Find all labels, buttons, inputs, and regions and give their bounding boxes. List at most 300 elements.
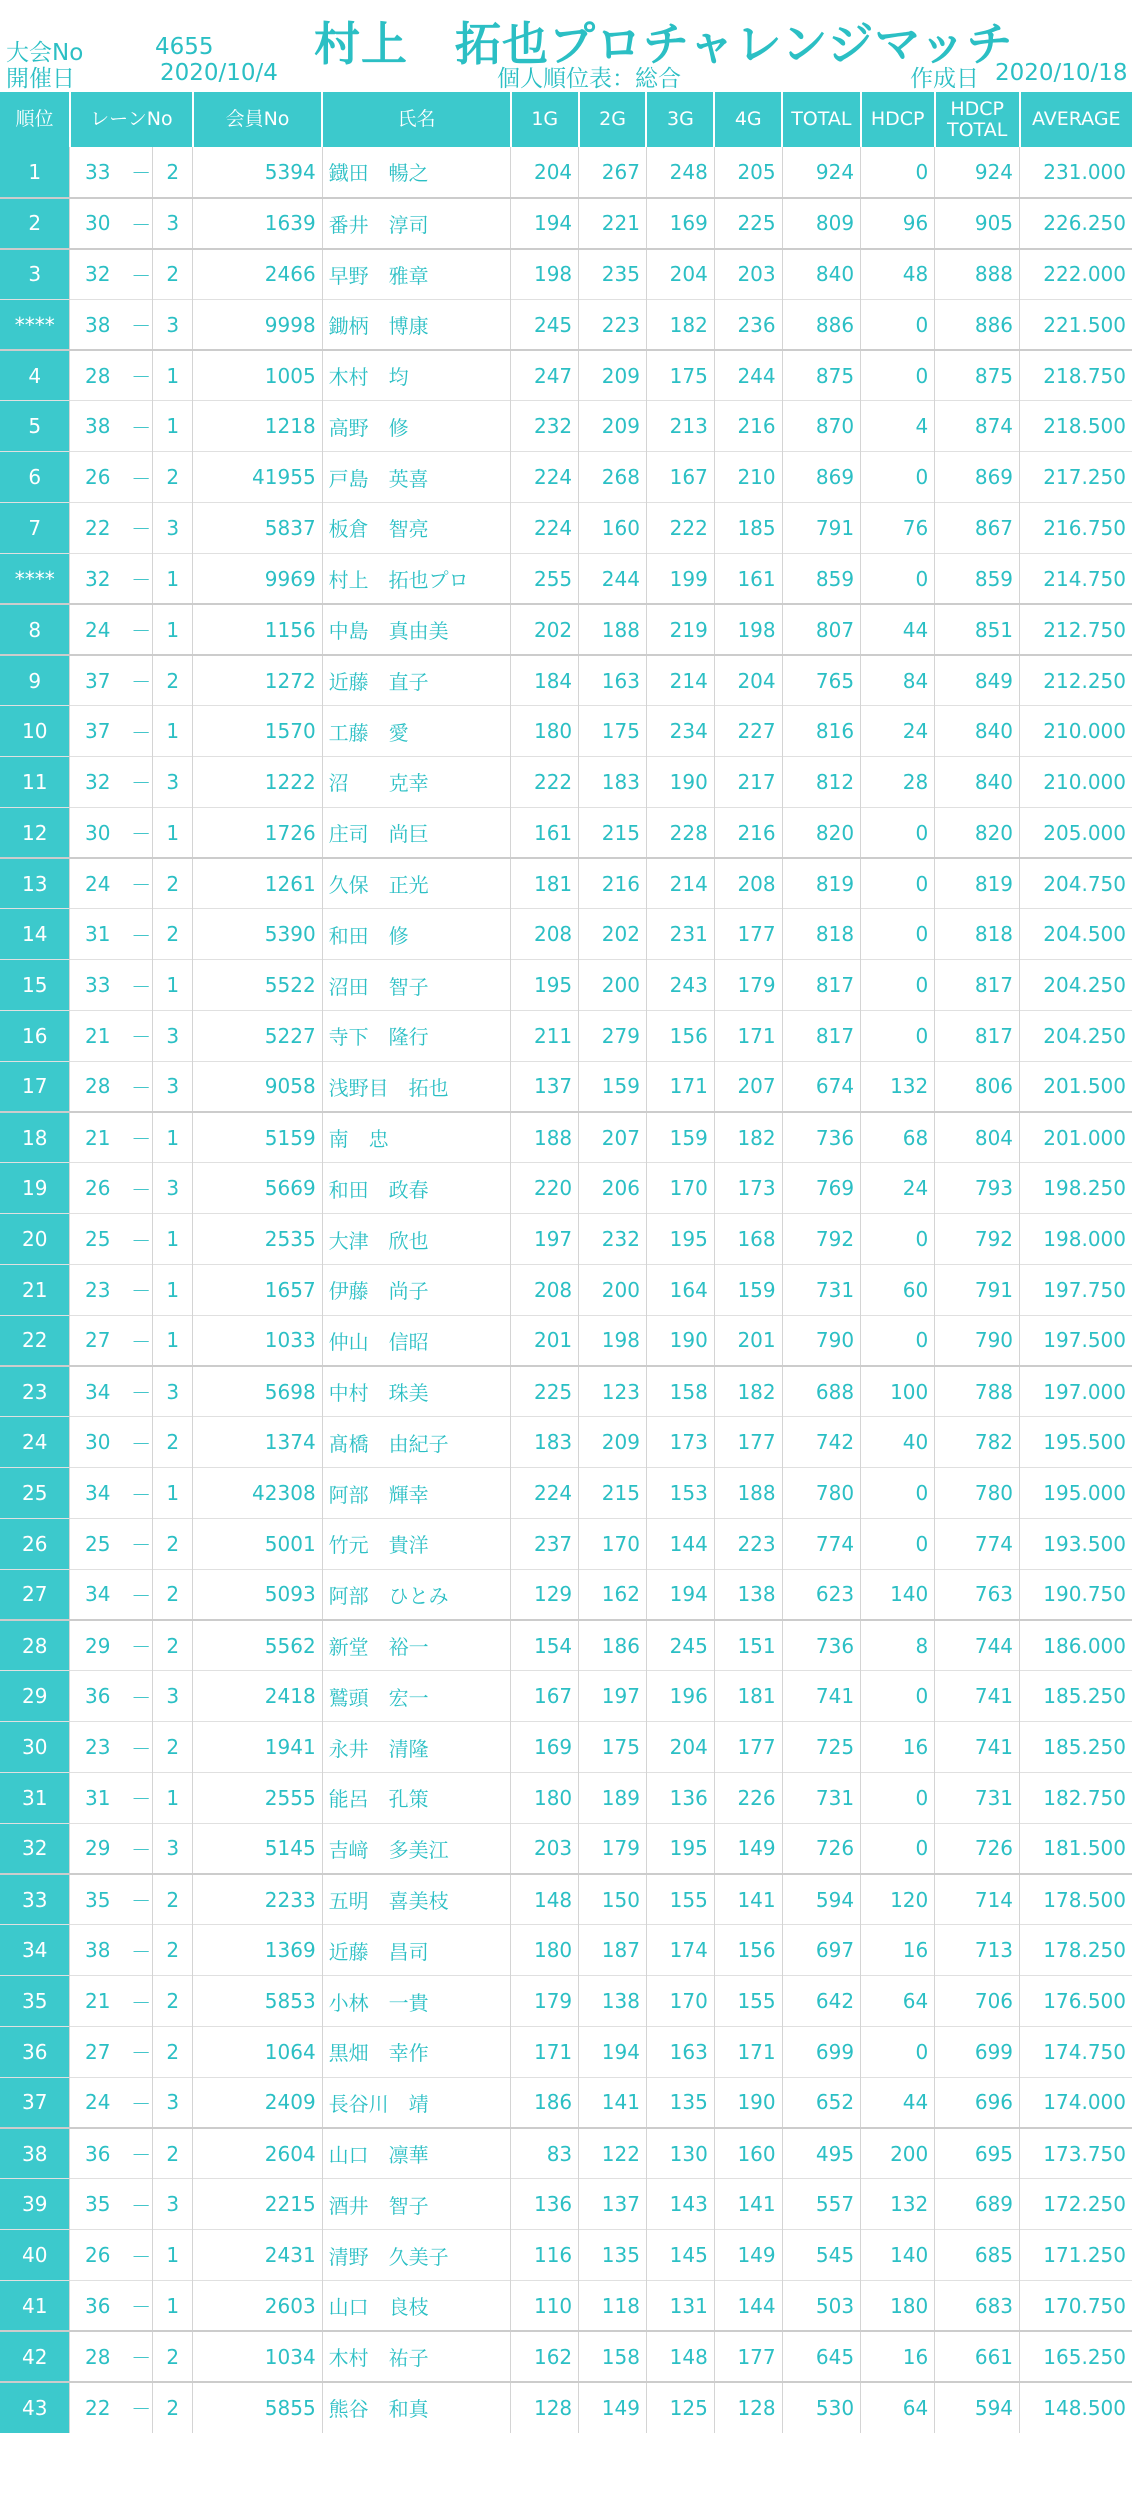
hdcp-cell: 0 bbox=[861, 1214, 935, 1265]
col-name-header: 氏名 bbox=[322, 92, 511, 147]
game4-cell: 236 bbox=[714, 299, 782, 350]
game4-cell: 177 bbox=[714, 1417, 782, 1468]
hdcp-total-cell: 744 bbox=[935, 1620, 1020, 1671]
total-cell: 840 bbox=[782, 249, 860, 300]
game2-cell: 200 bbox=[579, 960, 647, 1011]
player-name-cell: 竹元 貴洋 bbox=[322, 1519, 511, 1570]
lane-sub-cell: 3 bbox=[153, 1823, 193, 1874]
player-name-cell: 久保 正光 bbox=[322, 858, 511, 909]
table-row bbox=[0, 2077, 1132, 2128]
average-cell: 174.000 bbox=[1020, 2077, 1132, 2128]
member-no-cell: 2603 bbox=[193, 2280, 322, 2331]
hdcp-total-cell: 840 bbox=[935, 706, 1020, 757]
hdcp-cell: 60 bbox=[861, 1265, 935, 1316]
player-name-cell: 吉﨑 多美江 bbox=[322, 1823, 511, 1874]
total-cell: 736 bbox=[782, 1112, 860, 1163]
table-row bbox=[0, 2230, 1132, 2281]
hdcp-total-cell: 867 bbox=[935, 503, 1020, 554]
hdcp-cell: 16 bbox=[861, 1722, 935, 1773]
game4-cell: 149 bbox=[714, 2230, 782, 2281]
player-name-cell: 黒畑 幸作 bbox=[322, 2026, 511, 2077]
game2-cell: 163 bbox=[579, 655, 647, 706]
game4-cell: 173 bbox=[714, 1163, 782, 1214]
game4-cell: 185 bbox=[714, 503, 782, 554]
player-name-cell: 庄司 尚巨 bbox=[322, 807, 511, 858]
table-row bbox=[0, 1265, 1132, 1316]
col-total-header: TOTAL bbox=[782, 92, 860, 147]
col-g4-header: 4G bbox=[714, 92, 782, 147]
game2-cell: 267 bbox=[579, 147, 647, 198]
hdcp-cell: 140 bbox=[861, 2230, 935, 2281]
player-name-cell: 鷲頭 宏一 bbox=[322, 1671, 511, 1722]
total-cell: 769 bbox=[782, 1163, 860, 1214]
lane-cell: 21 bbox=[70, 1112, 125, 1163]
lane-sub-cell: 1 bbox=[153, 1773, 193, 1824]
total-cell: 790 bbox=[782, 1315, 860, 1366]
average-cell: 201.500 bbox=[1020, 1061, 1132, 1112]
table-row bbox=[0, 2280, 1132, 2331]
game3-cell: 170 bbox=[646, 1976, 714, 2027]
hdcp-total-cell: 806 bbox=[935, 1061, 1020, 1112]
hdcp-total-cell: 683 bbox=[935, 2280, 1020, 2331]
hdcp-cell: 0 bbox=[861, 960, 935, 1011]
table-row bbox=[0, 1315, 1132, 1366]
average-cell: 210.000 bbox=[1020, 706, 1132, 757]
member-no-cell: 2233 bbox=[193, 1874, 322, 1925]
game4-cell: 171 bbox=[714, 2026, 782, 2077]
lane-dash: － bbox=[125, 1366, 153, 1417]
game3-cell: 195 bbox=[646, 1823, 714, 1874]
lane-dash: － bbox=[125, 1214, 153, 1265]
player-name-cell: 山口 良枝 bbox=[322, 2280, 511, 2331]
game1-cell: 220 bbox=[511, 1163, 579, 1214]
game2-cell: 170 bbox=[579, 1519, 647, 1570]
lane-sub-cell: 3 bbox=[153, 1671, 193, 1722]
table-row bbox=[0, 1061, 1132, 1112]
player-name-cell: 長谷川 靖 bbox=[322, 2077, 511, 2128]
game2-cell: 232 bbox=[579, 1214, 647, 1265]
game1-cell: 136 bbox=[511, 2179, 579, 2230]
game4-cell: 227 bbox=[714, 706, 782, 757]
game3-cell: 156 bbox=[646, 1011, 714, 1062]
hdcp-total-cell: 851 bbox=[935, 604, 1020, 655]
table-header-row bbox=[0, 92, 1132, 147]
lane-sub-cell: 1 bbox=[153, 401, 193, 452]
member-no-cell: 1222 bbox=[193, 757, 322, 808]
game3-cell: 163 bbox=[646, 2026, 714, 2077]
game3-cell: 204 bbox=[646, 249, 714, 300]
lane-sub-cell: 1 bbox=[153, 350, 193, 401]
lane-sub-cell: 2 bbox=[153, 909, 193, 960]
game1-cell: 83 bbox=[511, 2128, 579, 2179]
rank-cell: 7 bbox=[0, 503, 70, 554]
player-name-cell: 和田 政春 bbox=[322, 1163, 511, 1214]
hdcp-total-cell: 792 bbox=[935, 1214, 1020, 1265]
total-cell: 820 bbox=[782, 807, 860, 858]
lane-sub-cell: 2 bbox=[153, 2382, 193, 2433]
hdcp-cell: 0 bbox=[861, 1468, 935, 1519]
rank-cell: 8 bbox=[0, 604, 70, 655]
lane-sub-cell: 2 bbox=[153, 249, 193, 300]
hdcp-cell: 132 bbox=[861, 1061, 935, 1112]
table-row bbox=[0, 1823, 1132, 1874]
rank-cell: 28 bbox=[0, 1620, 70, 1671]
lane-dash: － bbox=[125, 503, 153, 554]
game2-cell: 118 bbox=[579, 2280, 647, 2331]
table-row bbox=[0, 1773, 1132, 1824]
lane-cell: 32 bbox=[70, 553, 125, 604]
lane-cell: 23 bbox=[70, 1265, 125, 1316]
average-cell: 193.500 bbox=[1020, 1519, 1132, 1570]
hdcp-cell: 0 bbox=[861, 1011, 935, 1062]
rank-cell: 36 bbox=[0, 2026, 70, 2077]
hdcp-cell: 0 bbox=[861, 1315, 935, 1366]
game1-cell: 237 bbox=[511, 1519, 579, 1570]
player-name-cell: 伊藤 尚子 bbox=[322, 1265, 511, 1316]
lane-sub-cell: 1 bbox=[153, 807, 193, 858]
game4-cell: 216 bbox=[714, 807, 782, 858]
created-date-label: 作成日 bbox=[910, 66, 979, 92]
lane-sub-cell: 1 bbox=[153, 2230, 193, 2281]
game3-cell: 214 bbox=[646, 655, 714, 706]
total-cell: 623 bbox=[782, 1569, 860, 1620]
col-g2-header: 2G bbox=[579, 92, 647, 147]
game2-cell: 186 bbox=[579, 1620, 647, 1671]
hdcp-total-cell: 793 bbox=[935, 1163, 1020, 1214]
game4-cell: 205 bbox=[714, 147, 782, 198]
average-cell: 182.750 bbox=[1020, 1773, 1132, 1824]
hdcp-cell: 28 bbox=[861, 757, 935, 808]
table-row bbox=[0, 198, 1132, 249]
lane-sub-cell: 1 bbox=[153, 553, 193, 604]
average-cell: 231.000 bbox=[1020, 147, 1132, 198]
table-type-label: 個人順位表：総合 bbox=[497, 66, 681, 92]
game4-cell: 190 bbox=[714, 2077, 782, 2128]
table-row bbox=[0, 553, 1132, 604]
member-no-cell: 5227 bbox=[193, 1011, 322, 1062]
game1-cell: 184 bbox=[511, 655, 579, 706]
hdcp-total-cell: 874 bbox=[935, 401, 1020, 452]
game1-cell: 195 bbox=[511, 960, 579, 1011]
game4-cell: 204 bbox=[714, 655, 782, 706]
lane-dash: － bbox=[125, 401, 153, 452]
hdcp-cell: 4 bbox=[861, 401, 935, 452]
hdcp-cell: 0 bbox=[861, 553, 935, 604]
member-no-cell: 1657 bbox=[193, 1265, 322, 1316]
game4-cell: 156 bbox=[714, 1925, 782, 1976]
lane-dash: － bbox=[125, 1569, 153, 1620]
lane-dash: － bbox=[125, 909, 153, 960]
lane-dash: － bbox=[125, 960, 153, 1011]
total-cell: 725 bbox=[782, 1722, 860, 1773]
player-name-cell: 中島 真由美 bbox=[322, 604, 511, 655]
average-cell: 218.500 bbox=[1020, 401, 1132, 452]
lane-dash: － bbox=[125, 1823, 153, 1874]
average-cell: 204.750 bbox=[1020, 858, 1132, 909]
player-name-cell: 工藤 愛 bbox=[322, 706, 511, 757]
lane-cell: 38 bbox=[70, 299, 125, 350]
lane-sub-cell: 1 bbox=[153, 1315, 193, 1366]
table-row bbox=[0, 1874, 1132, 1925]
member-no-cell: 41955 bbox=[193, 452, 322, 503]
lane-sub-cell: 3 bbox=[153, 1366, 193, 1417]
lane-cell: 30 bbox=[70, 198, 125, 249]
game4-cell: 160 bbox=[714, 2128, 782, 2179]
rank-cell: 34 bbox=[0, 1925, 70, 1976]
total-cell: 652 bbox=[782, 2077, 860, 2128]
player-name-cell: 沼田 智子 bbox=[322, 960, 511, 1011]
rank-cell: 18 bbox=[0, 1112, 70, 1163]
member-no-cell: 1034 bbox=[193, 2331, 322, 2382]
total-cell: 530 bbox=[782, 2382, 860, 2433]
game1-cell: 204 bbox=[511, 147, 579, 198]
game4-cell: 182 bbox=[714, 1366, 782, 1417]
player-name-cell: 板倉 智亮 bbox=[322, 503, 511, 554]
game1-cell: 245 bbox=[511, 299, 579, 350]
game4-cell: 168 bbox=[714, 1214, 782, 1265]
lane-cell: 30 bbox=[70, 1417, 125, 1468]
game4-cell: 171 bbox=[714, 1011, 782, 1062]
lane-cell: 34 bbox=[70, 1468, 125, 1519]
lane-dash: － bbox=[125, 1061, 153, 1112]
rank-cell: 20 bbox=[0, 1214, 70, 1265]
member-no-cell: 1033 bbox=[193, 1315, 322, 1366]
game3-cell: 219 bbox=[646, 604, 714, 655]
lane-cell: 34 bbox=[70, 1569, 125, 1620]
average-cell: 217.250 bbox=[1020, 452, 1132, 503]
created-date-value: 2020/10/18 bbox=[995, 60, 1128, 86]
hdcp-total-cell: 905 bbox=[935, 198, 1020, 249]
player-name-cell: 中村 珠美 bbox=[322, 1366, 511, 1417]
col-average-header: AVERAGE bbox=[1020, 92, 1132, 147]
hdcp-cell: 0 bbox=[861, 147, 935, 198]
col-hdcp-total-header: HDCP TOTAL bbox=[935, 92, 1020, 147]
lane-cell: 29 bbox=[70, 1823, 125, 1874]
rank-cell: 19 bbox=[0, 1163, 70, 1214]
lane-dash: － bbox=[125, 706, 153, 757]
total-cell: 791 bbox=[782, 503, 860, 554]
member-no-cell: 2418 bbox=[193, 1671, 322, 1722]
lane-sub-cell: 3 bbox=[153, 757, 193, 808]
game2-cell: 209 bbox=[579, 401, 647, 452]
lane-sub-cell: 1 bbox=[153, 960, 193, 1011]
game3-cell: 190 bbox=[646, 757, 714, 808]
lane-dash: － bbox=[125, 299, 153, 350]
game3-cell: 125 bbox=[646, 2382, 714, 2433]
total-cell: 875 bbox=[782, 350, 860, 401]
game4-cell: 217 bbox=[714, 757, 782, 808]
lane-cell: 29 bbox=[70, 1620, 125, 1671]
rank-cell: 22 bbox=[0, 1315, 70, 1366]
game4-cell: 201 bbox=[714, 1315, 782, 1366]
hdcp-cell: 96 bbox=[861, 198, 935, 249]
lane-dash: － bbox=[125, 1722, 153, 1773]
lane-sub-cell: 1 bbox=[153, 1112, 193, 1163]
game4-cell: 203 bbox=[714, 249, 782, 300]
game1-cell: 225 bbox=[511, 1366, 579, 1417]
hdcp-total-cell: 886 bbox=[935, 299, 1020, 350]
lane-sub-cell: 3 bbox=[153, 198, 193, 249]
rank-cell: 27 bbox=[0, 1569, 70, 1620]
game3-cell: 222 bbox=[646, 503, 714, 554]
hdcp-total-cell: 859 bbox=[935, 553, 1020, 604]
member-no-cell: 1064 bbox=[193, 2026, 322, 2077]
hdcp-total-cell: 741 bbox=[935, 1671, 1020, 1722]
game2-cell: 187 bbox=[579, 1925, 647, 1976]
game2-cell: 175 bbox=[579, 706, 647, 757]
game1-cell: 179 bbox=[511, 1976, 579, 2027]
player-name-cell: 高野 修 bbox=[322, 401, 511, 452]
member-no-cell: 2409 bbox=[193, 2077, 322, 2128]
lane-sub-cell: 2 bbox=[153, 1417, 193, 1468]
hdcp-cell: 44 bbox=[861, 604, 935, 655]
average-cell: 178.250 bbox=[1020, 1925, 1132, 1976]
game2-cell: 244 bbox=[579, 553, 647, 604]
member-no-cell: 2466 bbox=[193, 249, 322, 300]
lane-dash: － bbox=[125, 757, 153, 808]
ranking-rows bbox=[0, 147, 1132, 2433]
game4-cell: 210 bbox=[714, 452, 782, 503]
table-row bbox=[0, 350, 1132, 401]
table-row bbox=[0, 452, 1132, 503]
table-row bbox=[0, 2026, 1132, 2077]
report-title: 村上 拓也プロチャレンジマッチ bbox=[314, 17, 1014, 71]
lane-dash: － bbox=[125, 655, 153, 706]
table-row bbox=[0, 2331, 1132, 2382]
game4-cell: 138 bbox=[714, 1569, 782, 1620]
game2-cell: 268 bbox=[579, 452, 647, 503]
lane-dash: － bbox=[125, 2179, 153, 2230]
average-cell: 204.250 bbox=[1020, 960, 1132, 1011]
game4-cell: 151 bbox=[714, 1620, 782, 1671]
lane-cell: 32 bbox=[70, 249, 125, 300]
average-cell: 216.750 bbox=[1020, 503, 1132, 554]
lane-sub-cell: 2 bbox=[153, 1569, 193, 1620]
member-no-cell: 5698 bbox=[193, 1366, 322, 1417]
game3-cell: 169 bbox=[646, 198, 714, 249]
game2-cell: 209 bbox=[579, 350, 647, 401]
rank-cell: 2 bbox=[0, 198, 70, 249]
game3-cell: 248 bbox=[646, 147, 714, 198]
rank-cell: 42 bbox=[0, 2331, 70, 2382]
game3-cell: 148 bbox=[646, 2331, 714, 2382]
lane-cell: 28 bbox=[70, 2331, 125, 2382]
lane-cell: 32 bbox=[70, 757, 125, 808]
lane-sub-cell: 3 bbox=[153, 503, 193, 554]
game1-cell: 110 bbox=[511, 2280, 579, 2331]
game2-cell: 202 bbox=[579, 909, 647, 960]
total-cell: 503 bbox=[782, 2280, 860, 2331]
table-row bbox=[0, 1671, 1132, 1722]
total-cell: 697 bbox=[782, 1925, 860, 1976]
game3-cell: 171 bbox=[646, 1061, 714, 1112]
game1-cell: 197 bbox=[511, 1214, 579, 1265]
total-cell: 741 bbox=[782, 1671, 860, 1722]
lane-dash: － bbox=[125, 2026, 153, 2077]
game1-cell: 194 bbox=[511, 198, 579, 249]
game2-cell: 135 bbox=[579, 2230, 647, 2281]
lane-cell: 33 bbox=[70, 147, 125, 198]
player-name-cell: 寺下 隆行 bbox=[322, 1011, 511, 1062]
table-row bbox=[0, 1011, 1132, 1062]
hdcp-total-cell: 791 bbox=[935, 1265, 1020, 1316]
game2-cell: 158 bbox=[579, 2331, 647, 2382]
total-cell: 726 bbox=[782, 1823, 860, 1874]
game1-cell: 181 bbox=[511, 858, 579, 909]
lane-cell: 26 bbox=[70, 2230, 125, 2281]
hdcp-total-cell: 818 bbox=[935, 909, 1020, 960]
player-name-cell: 近藤 昌司 bbox=[322, 1925, 511, 1976]
rank-cell: 14 bbox=[0, 909, 70, 960]
game4-cell: 141 bbox=[714, 2179, 782, 2230]
total-cell: 812 bbox=[782, 757, 860, 808]
table-row bbox=[0, 1112, 1132, 1163]
total-cell: 819 bbox=[782, 858, 860, 909]
game4-cell: 223 bbox=[714, 1519, 782, 1570]
lane-cell: 31 bbox=[70, 1773, 125, 1824]
hdcp-cell: 180 bbox=[861, 2280, 935, 2331]
table-row bbox=[0, 503, 1132, 554]
lane-dash: － bbox=[125, 1925, 153, 1976]
lane-sub-cell: 1 bbox=[153, 1265, 193, 1316]
lane-cell: 34 bbox=[70, 1366, 125, 1417]
game3-cell: 136 bbox=[646, 1773, 714, 1824]
table-row bbox=[0, 1468, 1132, 1519]
hdcp-total-cell: 685 bbox=[935, 2230, 1020, 2281]
lane-cell: 22 bbox=[70, 2382, 125, 2433]
lane-sub-cell: 2 bbox=[153, 2331, 193, 2382]
player-name-cell: 南 忠 bbox=[322, 1112, 511, 1163]
game3-cell: 158 bbox=[646, 1366, 714, 1417]
hdcp-cell: 132 bbox=[861, 2179, 935, 2230]
table-row bbox=[0, 858, 1132, 909]
rank-cell: 12 bbox=[0, 807, 70, 858]
table-row bbox=[0, 807, 1132, 858]
player-name-cell: 近藤 直子 bbox=[322, 655, 511, 706]
game4-cell: 208 bbox=[714, 858, 782, 909]
game1-cell: 208 bbox=[511, 909, 579, 960]
game2-cell: 150 bbox=[579, 1874, 647, 1925]
game3-cell: 170 bbox=[646, 1163, 714, 1214]
lane-sub-cell: 2 bbox=[153, 1925, 193, 1976]
player-name-cell: 新堂 裕一 bbox=[322, 1620, 511, 1671]
total-cell: 780 bbox=[782, 1468, 860, 1519]
table-row bbox=[0, 1366, 1132, 1417]
game3-cell: 182 bbox=[646, 299, 714, 350]
lane-sub-cell: 2 bbox=[153, 1519, 193, 1570]
game3-cell: 204 bbox=[646, 1722, 714, 1773]
hdcp-cell: 44 bbox=[861, 2077, 935, 2128]
hdcp-cell: 120 bbox=[861, 1874, 935, 1925]
game1-cell: 171 bbox=[511, 2026, 579, 2077]
rank-cell: 4 bbox=[0, 350, 70, 401]
average-cell: 205.000 bbox=[1020, 807, 1132, 858]
game1-cell: 169 bbox=[511, 1722, 579, 1773]
table-row bbox=[0, 1976, 1132, 2027]
game1-cell: 137 bbox=[511, 1061, 579, 1112]
game1-cell: 255 bbox=[511, 553, 579, 604]
average-cell: 204.500 bbox=[1020, 909, 1132, 960]
game1-cell: 198 bbox=[511, 249, 579, 300]
lane-dash: － bbox=[125, 858, 153, 909]
member-no-cell: 1369 bbox=[193, 1925, 322, 1976]
lane-sub-cell: 3 bbox=[153, 2077, 193, 2128]
player-name-cell: 木村 祐子 bbox=[322, 2331, 511, 2382]
lane-dash: － bbox=[125, 1163, 153, 1214]
game1-cell: 186 bbox=[511, 2077, 579, 2128]
lane-dash: － bbox=[125, 1976, 153, 2027]
hdcp-cell: 0 bbox=[861, 909, 935, 960]
